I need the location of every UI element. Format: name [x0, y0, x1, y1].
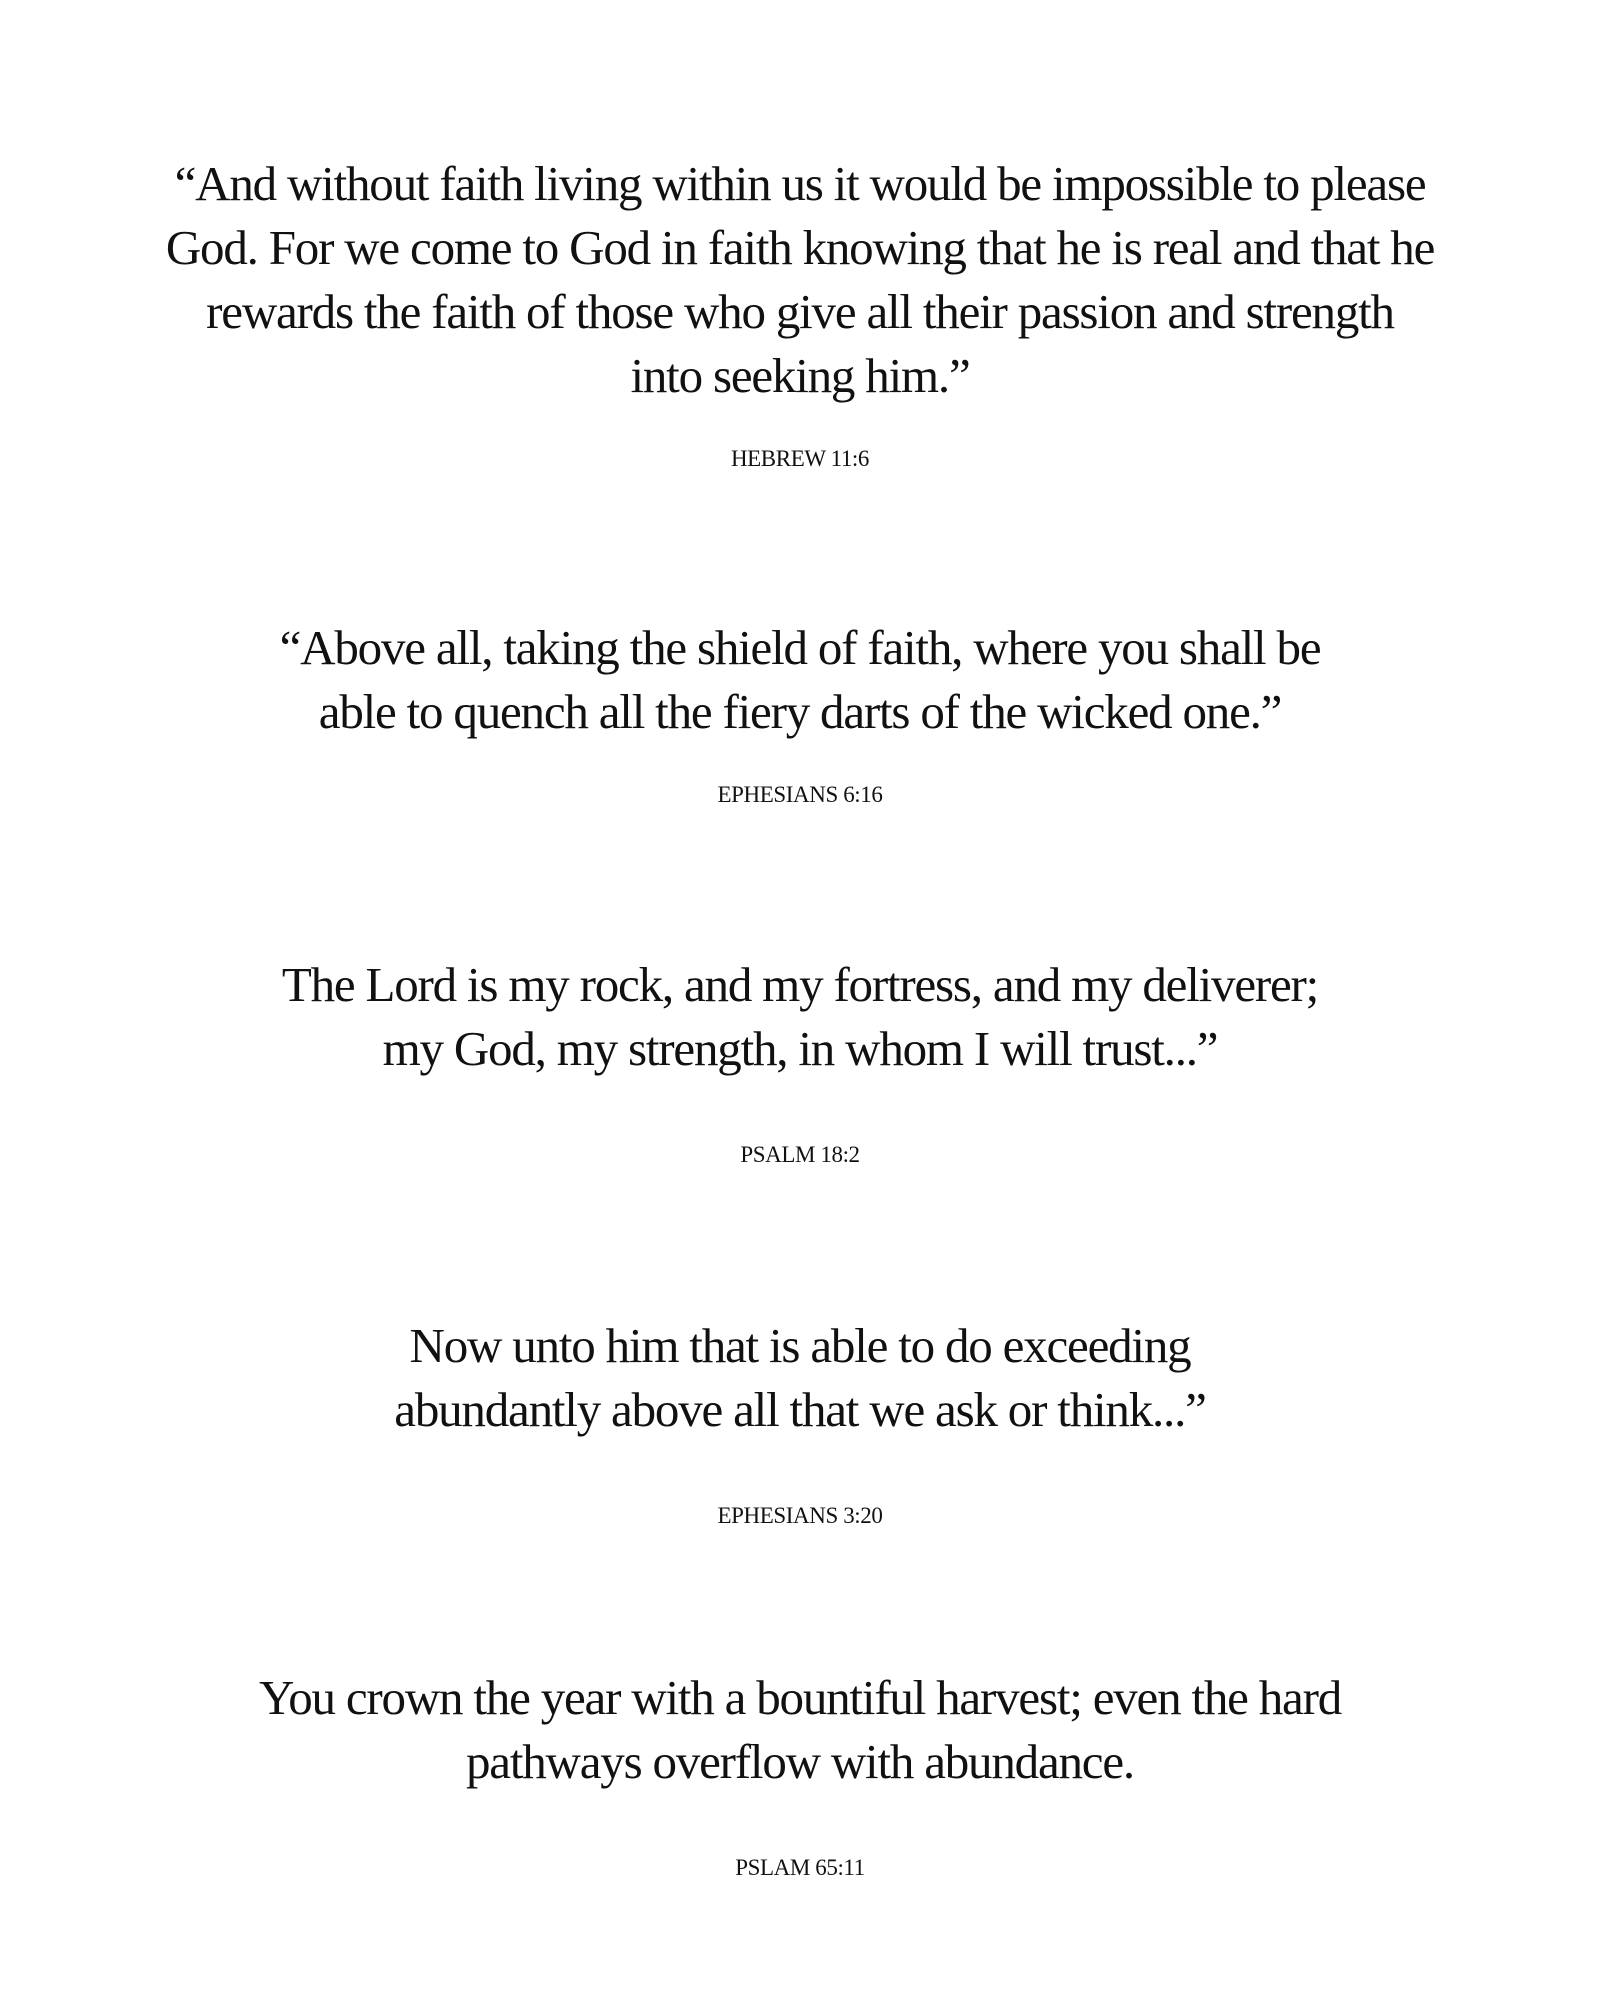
verse-text [259, 1666, 1341, 1794]
verse-line: God. For we come to God in faith knowing that he is real and that he [165, 220, 1435, 275]
verse-ephesians-3-20 [0, 1314, 1600, 1529]
verse-line: Now unto him that is able to do exceeding [409, 1318, 1191, 1373]
verse-hebrews-11-6 [0, 152, 1600, 472]
verse-reference: EPHESIANS 3:20 [717, 1503, 883, 1528]
verse-text [282, 953, 1318, 1081]
verse-line: pathways overflow with abundance. [466, 1734, 1134, 1789]
verse-ephesians-6-16 [0, 616, 1600, 808]
verse-text [280, 616, 1321, 744]
verse-line: my God, my strength, in whom I will trust...” [382, 1021, 1218, 1076]
verse-text [394, 1314, 1205, 1442]
verse-line: You crown the year with a bountiful harvest; even the hard [258, 1670, 1342, 1725]
verse-line: into seeking him.” [630, 348, 970, 403]
verse-line: “Above all, taking the shield of faith, where you shall be [279, 620, 1321, 675]
verse-line: The Lord is my rock, and my fortress, and my deliverer; [281, 957, 1319, 1012]
verse-line: abundantly above all that we ask or think...” [394, 1382, 1206, 1437]
verse-reference: EPHESIANS 6:16 [717, 782, 883, 807]
verse-reference: PSLAM 65:11 [735, 1855, 865, 1880]
verse-psalm-65-11 [0, 1666, 1600, 1881]
verse-line: “And without faith living within us it would be impossible to please [174, 156, 1426, 211]
verse-line: rewards the faith of those who give all their passion and strength [206, 284, 1394, 339]
verse-psalm-18-2 [0, 953, 1600, 1168]
verse-text [166, 152, 1434, 408]
verse-reference: HEBREW 11:6 [730, 446, 870, 471]
verse-reference: PSALM 18:2 [740, 1142, 860, 1167]
verse-line: able to quench all the fiery darts of the wicked one.” [318, 684, 1282, 739]
